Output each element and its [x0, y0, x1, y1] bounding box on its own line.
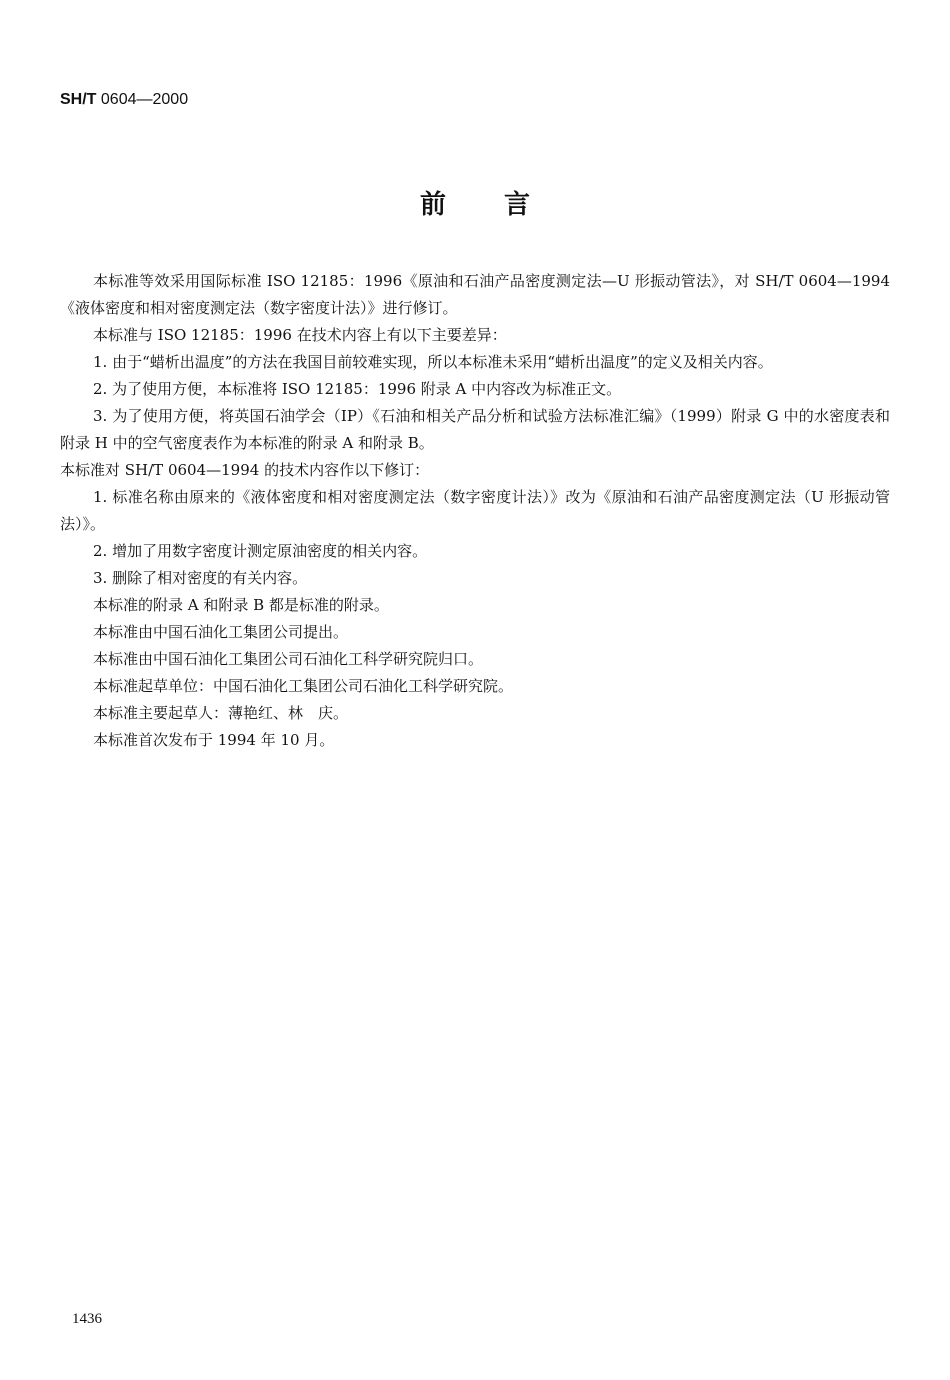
page-number: 1436 [72, 1311, 102, 1327]
paragraph-revisions-intro: 本标准对 SH/T 0604—1994 的技术内容作以下修订： [60, 461, 430, 479]
paragraph-difference-2: 2. 为了使用方便，本标准将 ISO 12185：1996 附录 A 中内容改为标准正文。 [93, 380, 622, 398]
standard-code [60, 91, 188, 109]
paragraph-proposer: 本标准由中国石油化工集团公司提出。 [93, 623, 349, 641]
page-title: 前言 [419, 190, 588, 220]
paragraph-revision-2: 2. 增加了用数字密度计测定原油密度的相关内容。 [93, 542, 428, 560]
paragraph-differences-intro: 本标准与 ISO 12185：1996 在技术内容上有以下主要差异： [93, 326, 507, 344]
paragraph-adoption: 本标准等效采用国际标准 ISO 12185：1996《原油和石油产品密度测定法—U 形振动管法》，对 SH/T 0604—1994《液体密度和相对密度测定法（数字密度计法）》进行修订。 [60, 272, 890, 317]
paragraph-appendices: 本标准的附录 A 和附录 B 都是标准的附录。 [93, 596, 389, 614]
paragraph-drafting-unit: 本标准起草单位：中国石油化工集团公司石油化工科学研究院。 [93, 677, 514, 695]
paragraph-revision-3: 3. 删除了相对密度的有关内容。 [93, 569, 308, 587]
standard-code-number: 0604—2000 [96, 91, 189, 108]
paragraph-difference-3: 3. 为了使用方便，将英国石油学会（IP）《石油和相关产品分析和试验方法标准汇编》（1999）附录 G 中的水密度表和附录 H 中的空气密度表作为本标准的附录 A 和附录 B。 [60, 407, 890, 452]
paragraph-revision-1: 1. 标准名称由原来的《液体密度和相对密度测定法（数字密度计法）》改为《原油和石油产品密度测定法（U 形振动管法）》。 [60, 488, 890, 533]
paragraph-drafters: 本标准主要起草人：薄艳红、林 庆。 [93, 704, 349, 722]
paragraph-centralized: 本标准由中国石油化工集团公司石油化工科学研究院归口。 [93, 650, 484, 668]
paragraph-first-issue: 本标准首次发布于 1994 年 10 月。 [93, 731, 335, 749]
standard-code-prefix: SH/T [60, 91, 97, 108]
paragraph-difference-1: 1. 由于“蜡析出温度”的方法在我国目前较难实现，所以本标准未采用“蜡析出温度”的定义及相关内容。 [93, 353, 773, 371]
foreword-body [60, 268, 890, 754]
